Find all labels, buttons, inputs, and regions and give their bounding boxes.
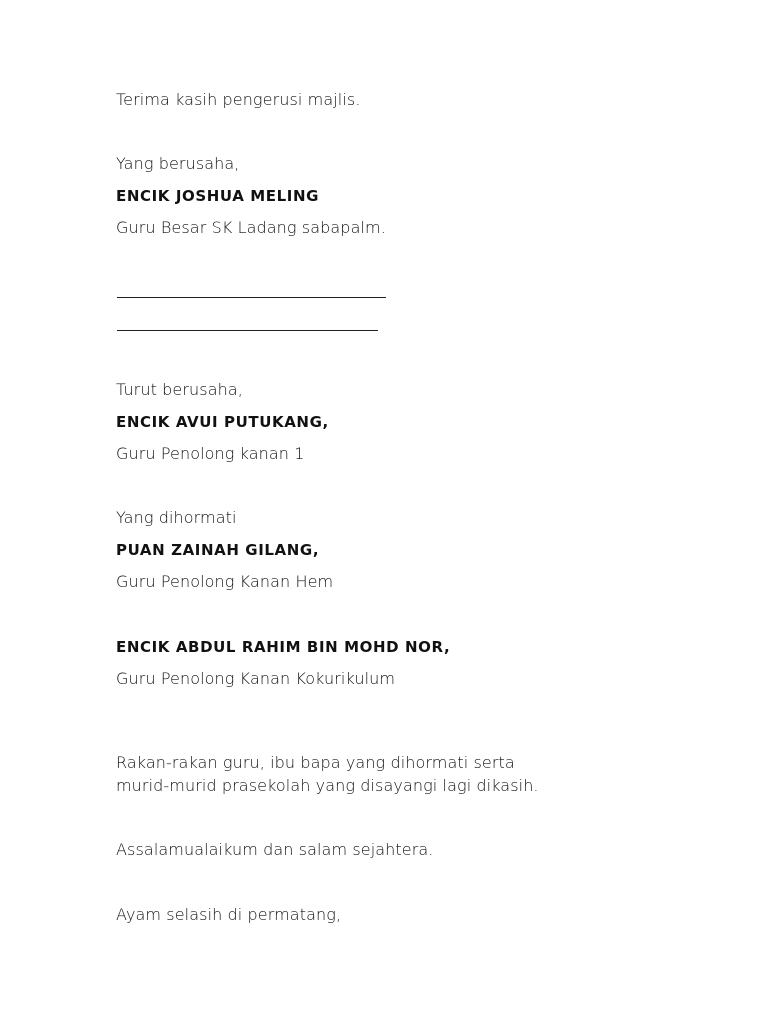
name-avui-putukang: ENCIK AVUI PUTUKANG, [116,413,329,431]
title-guru-penolong-kanan-kokurikulum: Guru Penolong Kanan Kokurikulum [116,669,396,688]
title-guru-penolong-kanan-hem: Guru Penolong Kanan Hem [116,572,334,591]
pantun-line-1: Ayam selasih di permatang, [116,905,342,924]
salutation-yang-berusaha: Yang berusaha, [116,154,240,173]
salutation-turut-berusaha: Turut berusaha, [116,380,243,399]
salutation-yang-dihormati: Yang dihormati [116,508,237,527]
paragraph-line-2: murid-murid prasekolah yang disayangi lagi dikasih. [116,776,539,795]
paragraph-line-1: Rakan-rakan guru, ibu bapa yang dihormati serta [116,753,515,772]
blank-line-2 [117,330,378,331]
greeting-line: Assalamualaikum dan salam sejahtera. [116,840,434,859]
title-guru-penolong-kanan-1: Guru Penolong kanan 1 [116,444,305,463]
blank-line-1 [117,297,386,298]
name-zainah-gilang: PUAN ZAINAH GILANG, [116,541,320,559]
opening-line: Terima kasih pengerusi majlis. [116,90,361,109]
name-abdul-rahim: ENCIK ABDUL RAHIM BIN MOHD NOR, [116,638,451,656]
title-guru-besar: Guru Besar SK Ladang sabapalm. [116,218,386,237]
name-joshua-meling: ENCIK JOSHUA MELING [116,187,320,205]
